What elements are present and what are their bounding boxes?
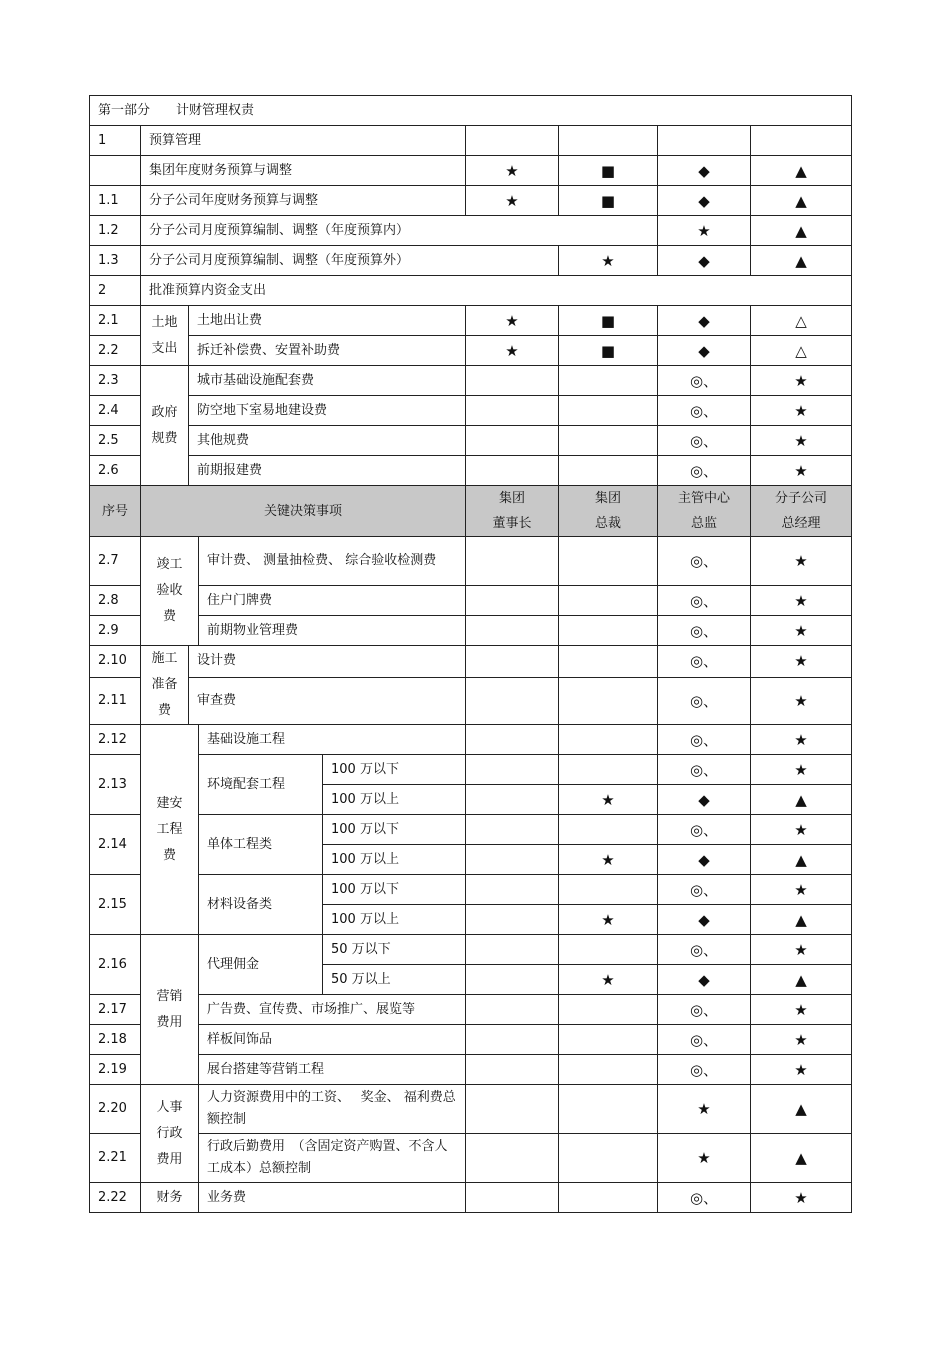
col2-mark: ■ xyxy=(559,336,658,366)
col4-mark: ▲ xyxy=(751,785,852,815)
group-cell: 营销 费用 xyxy=(141,935,199,1085)
item-cell: 材料设备类 xyxy=(199,875,323,935)
col1-cell xyxy=(466,616,559,646)
header-president: 集团 总裁 xyxy=(559,486,658,537)
seq-cell: 2.22 xyxy=(90,1183,141,1213)
seq-cell: 1.3 xyxy=(90,246,141,276)
col3-mark: ◆ xyxy=(658,246,751,276)
seq-cell: 2.9 xyxy=(90,616,141,646)
col1-cell xyxy=(466,875,559,905)
col4-mark: ▲ xyxy=(751,246,852,276)
col2-mark: ■ xyxy=(559,306,658,336)
col3-mark: ◆ xyxy=(658,306,751,336)
seq-cell: 2.10 xyxy=(90,646,141,678)
item-cell: 业务费 xyxy=(199,1183,466,1213)
header-chairman: 集团 董事长 xyxy=(466,486,559,537)
col2-cell xyxy=(559,1055,658,1085)
section-title: 第一部分 计财管理权责 xyxy=(90,96,852,126)
col3-mark: ◎、 xyxy=(658,586,751,616)
item-cell: 前期物业管理费 xyxy=(199,616,466,646)
col2-cell xyxy=(559,1025,658,1055)
seq-cell: 2.13 xyxy=(90,755,141,815)
col4-mark: ▲ xyxy=(751,905,852,935)
col2-cell xyxy=(559,366,658,396)
col3-mark: ◎、 xyxy=(658,677,751,724)
col3-mark: ◎、 xyxy=(658,366,751,396)
col4-mark: ▲ xyxy=(751,186,852,216)
group-cell: 施工 准备 费 xyxy=(141,646,189,725)
col1-cell xyxy=(466,845,559,875)
seq-cell: 1 xyxy=(90,126,141,156)
item-cell: 集团年度财务预算与调整 xyxy=(141,156,466,186)
seq-cell: 1.2 xyxy=(90,216,141,246)
col4-mark: ▲ xyxy=(751,216,852,246)
col3-mark: ◎、 xyxy=(658,426,751,456)
group-cell: 土地 支出 xyxy=(141,306,189,366)
col4-mark: ★ xyxy=(751,646,852,678)
col2-mark: ■ xyxy=(559,156,658,186)
col3-mark: ◎、 xyxy=(658,616,751,646)
seq-cell: 2.1 xyxy=(90,306,141,336)
sub-item-cell: 100 万以上 xyxy=(323,905,466,935)
seq-cell: 2.21 xyxy=(90,1134,141,1183)
col4-mark: ★ xyxy=(751,755,852,785)
item-cell: 批准预算内资金支出 xyxy=(141,276,852,306)
group-cell: 政府 规费 xyxy=(141,366,189,486)
col1-mark: ★ xyxy=(466,156,559,186)
group-cell: 竣工 验收 费 xyxy=(141,537,199,646)
col2-cell xyxy=(559,1085,658,1134)
col4-mark: ★ xyxy=(751,537,852,586)
item-cell: 基础设施工程 xyxy=(199,725,466,755)
col1-mark: ★ xyxy=(466,336,559,366)
col1-mark: ★ xyxy=(466,186,559,216)
col2-cell xyxy=(559,1183,658,1213)
col2-mark: ★ xyxy=(559,905,658,935)
col1-cell xyxy=(466,785,559,815)
item-cell: 样板间饰品 xyxy=(199,1025,466,1055)
sub-item-cell: 50 万以下 xyxy=(323,935,466,965)
item-cell: 代理佣金 xyxy=(199,935,323,995)
col2-cell xyxy=(559,396,658,426)
col4-mark: ★ xyxy=(751,586,852,616)
seq-cell: 2.5 xyxy=(90,426,141,456)
col4-mark: ▲ xyxy=(751,965,852,995)
col4-mark: ▲ xyxy=(751,845,852,875)
col2-cell xyxy=(559,586,658,616)
col3-mark: ◎、 xyxy=(658,1055,751,1085)
col4-mark: △ xyxy=(751,336,852,366)
seq-cell: 2.7 xyxy=(90,537,141,586)
col2-cell xyxy=(559,646,658,678)
item-cell: 审计费、 测量抽检费、 综合验收检测费 xyxy=(199,537,466,586)
col3-mark: ◆ xyxy=(658,905,751,935)
col3-mark: ◎、 xyxy=(658,1183,751,1213)
col3-mark: ◎、 xyxy=(658,396,751,426)
seq-cell: 2.6 xyxy=(90,456,141,486)
col3-mark: ◆ xyxy=(658,965,751,995)
col2-mark: ★ xyxy=(559,845,658,875)
seq-cell: 2.16 xyxy=(90,935,141,995)
seq-cell: 2.12 xyxy=(90,725,141,755)
col3-mark: ◎、 xyxy=(658,815,751,845)
col3-mark: ◎、 xyxy=(658,935,751,965)
col4-mark: ★ xyxy=(751,1025,852,1055)
item-cell: 土地出让费 xyxy=(189,306,466,336)
col2-cell xyxy=(559,755,658,785)
item-cell: 设计费 xyxy=(189,646,466,678)
col3-mark: ◆ xyxy=(658,186,751,216)
col1-cell xyxy=(466,396,559,426)
col3-cell xyxy=(658,126,751,156)
col1-cell xyxy=(466,995,559,1025)
group-cell: 财务 xyxy=(141,1183,199,1213)
col4-mark: ★ xyxy=(751,725,852,755)
col1-cell xyxy=(466,1085,559,1134)
item-cell: 防空地下室易地建设费 xyxy=(189,396,466,426)
col2-cell xyxy=(559,875,658,905)
col4-mark: ★ xyxy=(751,677,852,724)
col1-cell xyxy=(466,126,559,156)
seq-cell: 2 xyxy=(90,276,141,306)
header-seq: 序号 xyxy=(90,486,141,537)
header-branch-manager: 分子公司 总经理 xyxy=(751,486,852,537)
col3-mark: ◎、 xyxy=(658,875,751,905)
col4-cell xyxy=(751,126,852,156)
col4-mark: ★ xyxy=(751,815,852,845)
col4-mark: ★ xyxy=(751,1183,852,1213)
seq-cell xyxy=(90,156,141,186)
col4-mark: △ xyxy=(751,306,852,336)
col3-mark: ★ xyxy=(658,216,751,246)
col3-mark: ◆ xyxy=(658,336,751,366)
col4-mark: ★ xyxy=(751,995,852,1025)
col2-cell xyxy=(559,935,658,965)
sub-item-cell: 100 万以下 xyxy=(323,755,466,785)
seq-cell: 2.19 xyxy=(90,1055,141,1085)
col4-mark: ★ xyxy=(751,616,852,646)
col2-mark: ■ xyxy=(559,186,658,216)
seq-cell: 2.20 xyxy=(90,1085,141,1134)
col2-cell xyxy=(559,126,658,156)
col1-cell xyxy=(466,725,559,755)
sub-item-cell: 100 万以上 xyxy=(323,845,466,875)
col3-mark: ◎、 xyxy=(658,456,751,486)
seq-cell: 2.14 xyxy=(90,815,141,875)
group-cell: 人事 行政 费用 xyxy=(141,1085,199,1183)
seq-cell: 2.8 xyxy=(90,586,141,616)
col3-mark: ★ xyxy=(658,1085,751,1134)
col4-mark: ▲ xyxy=(751,1085,852,1134)
seq-cell: 2.2 xyxy=(90,336,141,366)
col1-mark: ★ xyxy=(466,306,559,336)
item-cell: 环境配套工程 xyxy=(199,755,323,815)
col1-cell xyxy=(466,1055,559,1085)
col4-mark: ★ xyxy=(751,1055,852,1085)
col1-cell xyxy=(466,755,559,785)
col3-mark: ◎、 xyxy=(658,725,751,755)
col1-cell xyxy=(466,586,559,616)
col2-cell xyxy=(559,995,658,1025)
seq-cell: 2.17 xyxy=(90,995,141,1025)
col3-mark: ◎、 xyxy=(658,537,751,586)
item-cell: 广告费、宣传费、市场推广、展览等 xyxy=(199,995,466,1025)
item-cell: 拆迁补偿费、安置补助费 xyxy=(189,336,466,366)
col2-cell xyxy=(559,537,658,586)
col1-cell xyxy=(466,537,559,586)
col4-mark: ★ xyxy=(751,456,852,486)
col4-mark: ★ xyxy=(751,366,852,396)
col4-mark: ▲ xyxy=(751,156,852,186)
seq-cell: 2.11 xyxy=(90,677,141,724)
col1-cell xyxy=(466,965,559,995)
col1-cell xyxy=(466,646,559,678)
col2-cell xyxy=(559,1134,658,1183)
col3-mark: ◆ xyxy=(658,845,751,875)
header-item: 关键决策事项 xyxy=(141,486,466,537)
col2-cell xyxy=(559,616,658,646)
authority-matrix-table xyxy=(89,95,852,1213)
item-cell: 审查费 xyxy=(189,677,466,724)
col1-cell xyxy=(466,905,559,935)
col2-mark: ★ xyxy=(559,965,658,995)
col2-cell xyxy=(559,815,658,845)
col1-cell xyxy=(466,1183,559,1213)
col3-mark: ◎、 xyxy=(658,1025,751,1055)
col1-cell xyxy=(466,1134,559,1183)
col2-cell xyxy=(559,725,658,755)
sub-item-cell: 100 万以下 xyxy=(323,875,466,905)
seq-cell: 2.4 xyxy=(90,396,141,426)
seq-cell: 2.18 xyxy=(90,1025,141,1055)
col4-mark: ★ xyxy=(751,396,852,426)
col3-mark: ◎、 xyxy=(658,995,751,1025)
col2-cell xyxy=(559,426,658,456)
col2-cell xyxy=(559,456,658,486)
col1-cell xyxy=(466,1025,559,1055)
col3-mark: ◆ xyxy=(658,785,751,815)
col1-cell xyxy=(466,366,559,396)
item-cell: 城市基础设施配套费 xyxy=(189,366,466,396)
col1-cell xyxy=(466,456,559,486)
item-cell: 其他规费 xyxy=(189,426,466,456)
col3-mark: ◎、 xyxy=(658,755,751,785)
item-cell: 展台搭建等营销工程 xyxy=(199,1055,466,1085)
item-cell: 分子公司月度预算编制、调整（年度预算内） xyxy=(141,216,658,246)
col1-cell xyxy=(466,677,559,724)
seq-cell: 2.3 xyxy=(90,366,141,396)
seq-cell: 2.15 xyxy=(90,875,141,935)
col1-cell xyxy=(466,815,559,845)
sub-item-cell: 100 万以上 xyxy=(323,785,466,815)
header-center-director: 主管中心 总监 xyxy=(658,486,751,537)
col2-mark: ★ xyxy=(559,785,658,815)
item-cell: 前期报建费 xyxy=(189,456,466,486)
item-cell: 分子公司月度预算编制、调整（年度预算外） xyxy=(141,246,559,276)
col4-mark: ★ xyxy=(751,935,852,965)
col1-cell xyxy=(466,935,559,965)
item-cell: 人力资源费用中的工资、 奖金、 福利费总额控制 xyxy=(199,1085,466,1134)
col4-mark: ▲ xyxy=(751,1134,852,1183)
col3-mark: ★ xyxy=(658,1134,751,1183)
col3-mark: ◆ xyxy=(658,156,751,186)
item-cell: 单体工程类 xyxy=(199,815,323,875)
col2-mark: ★ xyxy=(559,246,658,276)
col3-mark: ◎、 xyxy=(658,646,751,678)
seq-cell: 1.1 xyxy=(90,186,141,216)
item-cell: 分子公司年度财务预算与调整 xyxy=(141,186,466,216)
sub-item-cell: 50 万以上 xyxy=(323,965,466,995)
sub-item-cell: 100 万以下 xyxy=(323,815,466,845)
item-cell: 行政后勤费用 （含固定资产购置、不含人工成本）总额控制 xyxy=(199,1134,466,1183)
group-cell: 建安 工程 费 xyxy=(141,725,199,935)
col4-mark: ★ xyxy=(751,426,852,456)
col1-cell xyxy=(466,426,559,456)
item-cell: 住户门牌费 xyxy=(199,586,466,616)
item-cell: 预算管理 xyxy=(141,126,466,156)
col2-cell xyxy=(559,677,658,724)
col4-mark: ★ xyxy=(751,875,852,905)
